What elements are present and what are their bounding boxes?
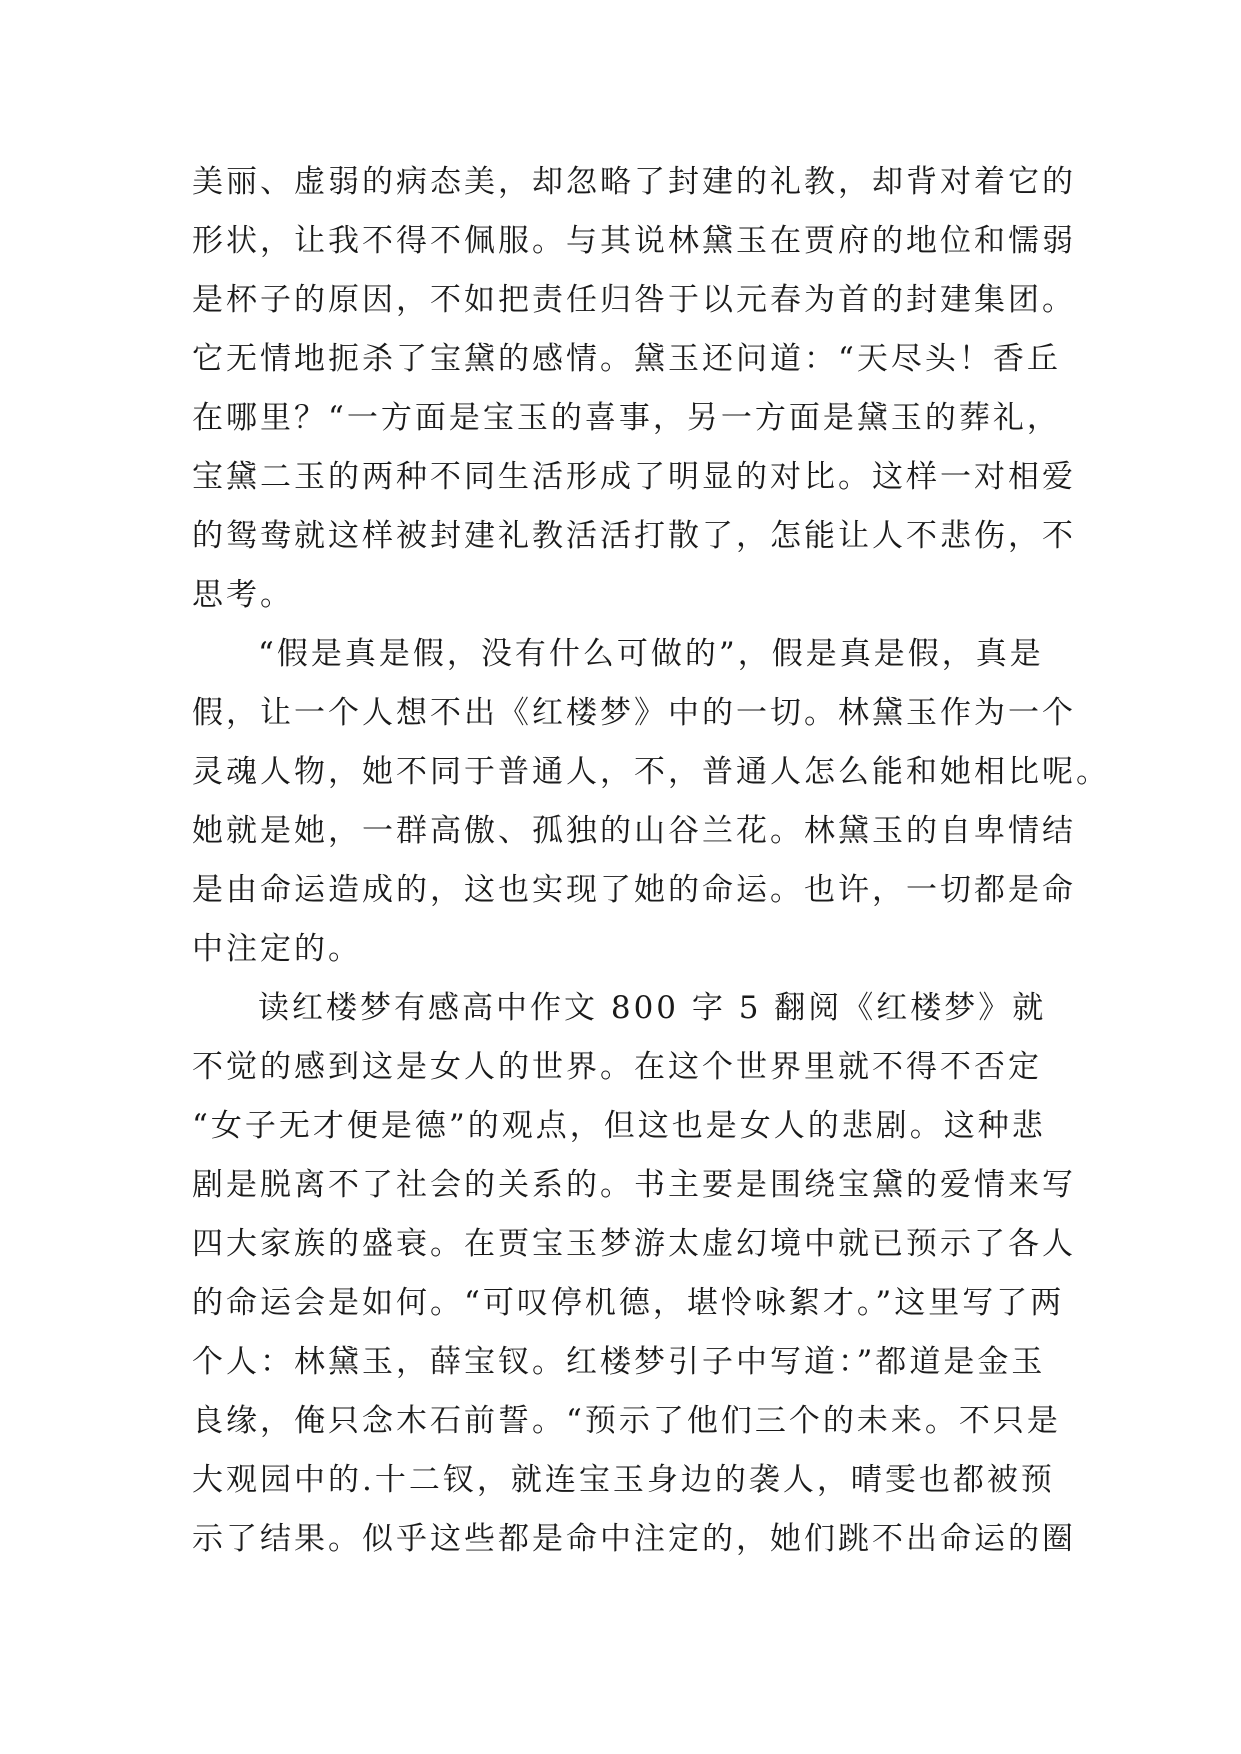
text-line: 形状，让我不得不佩服。与其说林黛玉在贾府的地位和懦弱 [192, 223, 1076, 259]
text-line: 中注定的。 [192, 931, 362, 967]
text-line: 她就是她，一群高傲、孤独的山谷兰花。林黛玉的自卑情结 [192, 813, 1076, 849]
text-line: 假，让一个人想不出《红楼梦》中的一切。林黛玉作为一个 [192, 695, 1076, 731]
text-line: 个人：林黛玉，薛宝钗。红楼梦引子中写道：”都道是金玉 [192, 1344, 1046, 1380]
text-line: 大观园中的.十二钗，就连宝玉身边的袭人，晴雯也都被预 [192, 1462, 1055, 1498]
text-line: 在哪里？“一方面是宝玉的喜事，另一方面是黛玉的葬礼， [192, 400, 1061, 436]
text-line: 思考。 [192, 577, 294, 613]
text-line: 是杯子的原因，不如把责任归咎于以元春为首的封建集团。 [192, 282, 1076, 318]
text-line: “女子无才便是德”的观点，但这也是女人的悲剧。这种悲 [192, 1108, 1046, 1144]
text-line: 灵魂人物，她不同于普通人，不，普通人怎么能和她相比呢。 [192, 754, 1110, 790]
text-line: 美丽、虚弱的病态美，却忽略了封建的礼教，却背对着它的 [192, 164, 1076, 200]
text-line: 示了结果。似乎这些都是命中注定的，她们跳不出命运的圈 [192, 1521, 1076, 1557]
text-line: 宝黛二玉的两种不同生活形成了明显的对比。这样一对相爱 [192, 459, 1076, 495]
paragraph-start-line: “假是真是假，没有什么可做的”，假是真是假，真是 [258, 636, 1044, 672]
text-line: 剧是脱离不了社会的关系的。书主要是围绕宝黛的爱情来写 [192, 1167, 1076, 1203]
text-line: 良缘，俺只念木石前誓。“预示了他们三个的未来。不只是 [192, 1403, 1061, 1439]
text-line: 不觉的感到这是女人的世界。在这个世界里就不得不否定 [192, 1049, 1042, 1085]
text-line: 的鸳鸯就这样被封建礼教活活打散了，怎能让人不悲伤，不 [192, 518, 1076, 554]
text-line: 的命运会是如何。“可叹停机德，堪怜咏絮才。”这里写了两 [192, 1285, 1065, 1321]
text-line: 四大家族的盛衰。在贾宝玉梦游太虚幻境中就已预示了各人 [192, 1226, 1076, 1262]
text-line: 它无情地扼杀了宝黛的感情。黛玉还问道：“天尽头！香丘 [192, 341, 1061, 377]
section-heading-line: 读红楼梦有感高中作文 800 字 5 翻阅《红楼梦》就 [258, 990, 1047, 1026]
text-line: 是由命运造成的，这也实现了她的命运。也许，一切都是命 [192, 872, 1076, 908]
